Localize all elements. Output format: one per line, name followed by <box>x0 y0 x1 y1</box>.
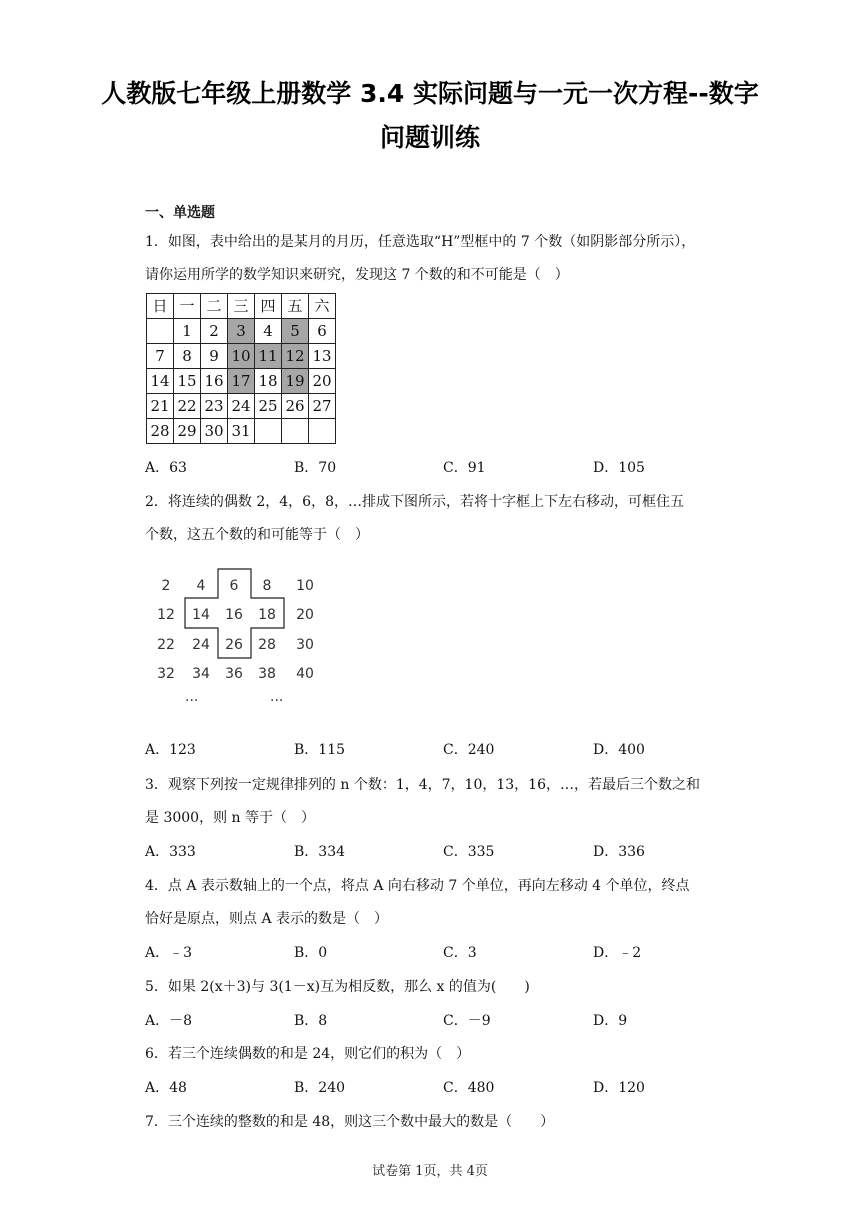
calendar-header-row <box>147 294 336 319</box>
calendar-row <box>147 344 336 369</box>
calendar-cell <box>282 419 309 444</box>
calendar-cell: 30 <box>201 419 228 444</box>
q4-text-line2: 恰好是原点，则点 A 表示的数是（ ） <box>145 911 389 927</box>
calendar-cell: 5 <box>282 319 309 344</box>
q2-option-d[interactable]: D．400 <box>593 742 645 758</box>
calendar-cell: 2 <box>201 319 228 344</box>
calendar-cell: 19 <box>282 369 309 394</box>
calendar-header-cell: 一 <box>174 294 201 319</box>
grid-cell: 36 <box>225 666 243 682</box>
calendar-row <box>147 319 336 344</box>
grid-cell: 8 <box>262 578 272 594</box>
grid-cell: 12 <box>157 607 175 623</box>
calendar-cell: 11 <box>255 344 282 369</box>
calendar-cell: 26 <box>282 394 309 419</box>
q6-option-a[interactable]: A．48 <box>145 1080 187 1096</box>
calendar-cell: 20 <box>309 369 336 394</box>
q6-option-c[interactable]: C．480 <box>443 1080 495 1096</box>
calendar-cell: 21 <box>147 394 174 419</box>
q4-option-a[interactable]: A．﹣3 <box>145 945 193 961</box>
grid-cell: 14 <box>192 607 210 623</box>
grid-cell: 2 <box>161 578 171 594</box>
q4-option-c[interactable]: C．3 <box>443 945 477 961</box>
q5-text-line1: 5．如果 2(x＋3)与 3(1－x)互为相反数，那么 x 的值为( ) <box>145 979 530 995</box>
calendar-cell <box>147 319 174 344</box>
grid-cell: 6 <box>229 578 239 594</box>
grid-cell: 22 <box>157 637 175 653</box>
calendar-cell: 3 <box>228 319 255 344</box>
calendar-header-cell: 日 <box>147 294 174 319</box>
q1-text-line1: 1．如图，表中给出的是某月的月历，任意选取“H”型框中的 7 个数（如阴影部分所示）， <box>145 234 696 250</box>
calendar-cell <box>309 419 336 444</box>
calendar-row <box>147 419 336 444</box>
calendar-cell: 31 <box>228 419 255 444</box>
q1-option-c[interactable]: C．91 <box>443 460 486 476</box>
section-heading: 一、单选题 <box>145 205 215 221</box>
q1-option-b[interactable]: B．70 <box>294 460 337 476</box>
grid-cell: 26 <box>225 637 243 653</box>
q3-option-d[interactable]: D．336 <box>593 844 645 860</box>
calendar-cell: 24 <box>228 394 255 419</box>
grid-ellipsis: ... <box>185 689 199 705</box>
calendar-cell: 25 <box>255 394 282 419</box>
grid-cell: 20 <box>296 607 314 623</box>
calendar-cell: 8 <box>174 344 201 369</box>
grid-cell: 4 <box>196 578 206 594</box>
even-number-grid <box>148 567 328 707</box>
calendar-cell: 27 <box>309 394 336 419</box>
q3-text-line1: 3．观察下列按一定规律排列的 n 个数：1，4，7，10，13，16，…，若最后三个数之和 <box>145 777 700 793</box>
calendar-cell: 18 <box>255 369 282 394</box>
grid-cell: 30 <box>296 637 314 653</box>
calendar-cell: 1 <box>174 319 201 344</box>
q3-option-a[interactable]: A．333 <box>145 844 196 860</box>
document-title-line2: 问题训练 <box>379 123 480 152</box>
calendar-cell: 14 <box>147 369 174 394</box>
q3-text-line2: 是 3000，则 n 等于（ ） <box>145 810 315 826</box>
q5-option-b[interactable]: B．8 <box>294 1013 328 1029</box>
q2-option-a[interactable]: A．123 <box>145 742 196 758</box>
grid-cell: 10 <box>296 578 314 594</box>
q4-text-line1: 4．点 A 表示数轴上的一个点，将点 A 向右移动 7 个单位，再向左移动 4 个单位，终点 <box>145 878 690 894</box>
grid-cell: 32 <box>157 666 175 682</box>
q6-option-d[interactable]: D．120 <box>593 1080 645 1096</box>
calendar-row <box>147 369 336 394</box>
grid-cell: 24 <box>192 637 210 653</box>
q2-text-line1: 2．将连续的偶数 2，4，6，8，…排成下图所示，若将十字框上下左右移动，可框住五 <box>145 494 684 510</box>
grid-cell: 18 <box>258 607 276 623</box>
document-title-line1: 人教版七年级上册数学 3.4 实际问题与一元一次方程--数字 <box>101 79 759 108</box>
calendar-header-cell: 五 <box>282 294 309 319</box>
calendar-cell: 6 <box>309 319 336 344</box>
calendar-cell: 17 <box>228 369 255 394</box>
grid-cell: 16 <box>225 607 243 623</box>
calendar-header-cell: 三 <box>228 294 255 319</box>
grid-cell: 38 <box>258 666 276 682</box>
q3-option-c[interactable]: C．335 <box>443 844 495 860</box>
q5-option-a[interactable]: A．－8 <box>145 1013 193 1029</box>
q2-option-b[interactable]: B．115 <box>294 742 346 758</box>
calendar-header-cell: 四 <box>255 294 282 319</box>
grid-ellipsis: ... <box>270 689 284 705</box>
q1-text-line2: 请你运用所学的数学知识来研究，发现这 7 个数的和不可能是（ ） <box>145 267 569 283</box>
calendar-cell <box>255 419 282 444</box>
calendar-cell: 12 <box>282 344 309 369</box>
q4-option-b[interactable]: B．0 <box>294 945 328 961</box>
q6-option-b[interactable]: B．240 <box>294 1080 346 1096</box>
q4-option-d[interactable]: D．﹣2 <box>593 945 642 961</box>
q1-option-a[interactable]: A．63 <box>145 460 187 476</box>
calendar-header-cell: 六 <box>309 294 336 319</box>
q2-option-c[interactable]: C．240 <box>443 742 495 758</box>
calendar-cell: 10 <box>228 344 255 369</box>
calendar-header-cell: 二 <box>201 294 228 319</box>
calendar-cell: 13 <box>309 344 336 369</box>
calendar-table <box>146 293 336 444</box>
q5-option-d[interactable]: D．9 <box>593 1013 628 1029</box>
grid-cell: 28 <box>258 637 276 653</box>
calendar-cell: 9 <box>201 344 228 369</box>
page-footer: 试卷第 1页，共 4页 <box>372 1164 488 1179</box>
calendar-cell: 28 <box>147 419 174 444</box>
calendar-cell: 22 <box>174 394 201 419</box>
q7-text-line1: 7．三个连续的整数的和是 48，则这三个数中最大的数是（ ） <box>145 1114 555 1130</box>
q2-text-line2: 个数，这五个数的和可能等于（ ） <box>145 527 369 543</box>
grid-cell: 34 <box>192 666 210 682</box>
q6-text-line1: 6．若三个连续偶数的和是 24，则它们的积为（ ） <box>145 1046 471 1062</box>
calendar-row <box>147 394 336 419</box>
calendar-cell: 29 <box>174 419 201 444</box>
q1-option-d[interactable]: D．105 <box>593 460 645 476</box>
calendar-cell: 16 <box>201 369 228 394</box>
calendar-cell: 7 <box>147 344 174 369</box>
calendar-cell: 15 <box>174 369 201 394</box>
q3-option-b[interactable]: B．334 <box>294 844 346 860</box>
calendar-cell: 23 <box>201 394 228 419</box>
calendar-cell: 4 <box>255 319 282 344</box>
q5-option-c[interactable]: C．－9 <box>443 1013 491 1029</box>
grid-cell: 40 <box>296 666 314 682</box>
